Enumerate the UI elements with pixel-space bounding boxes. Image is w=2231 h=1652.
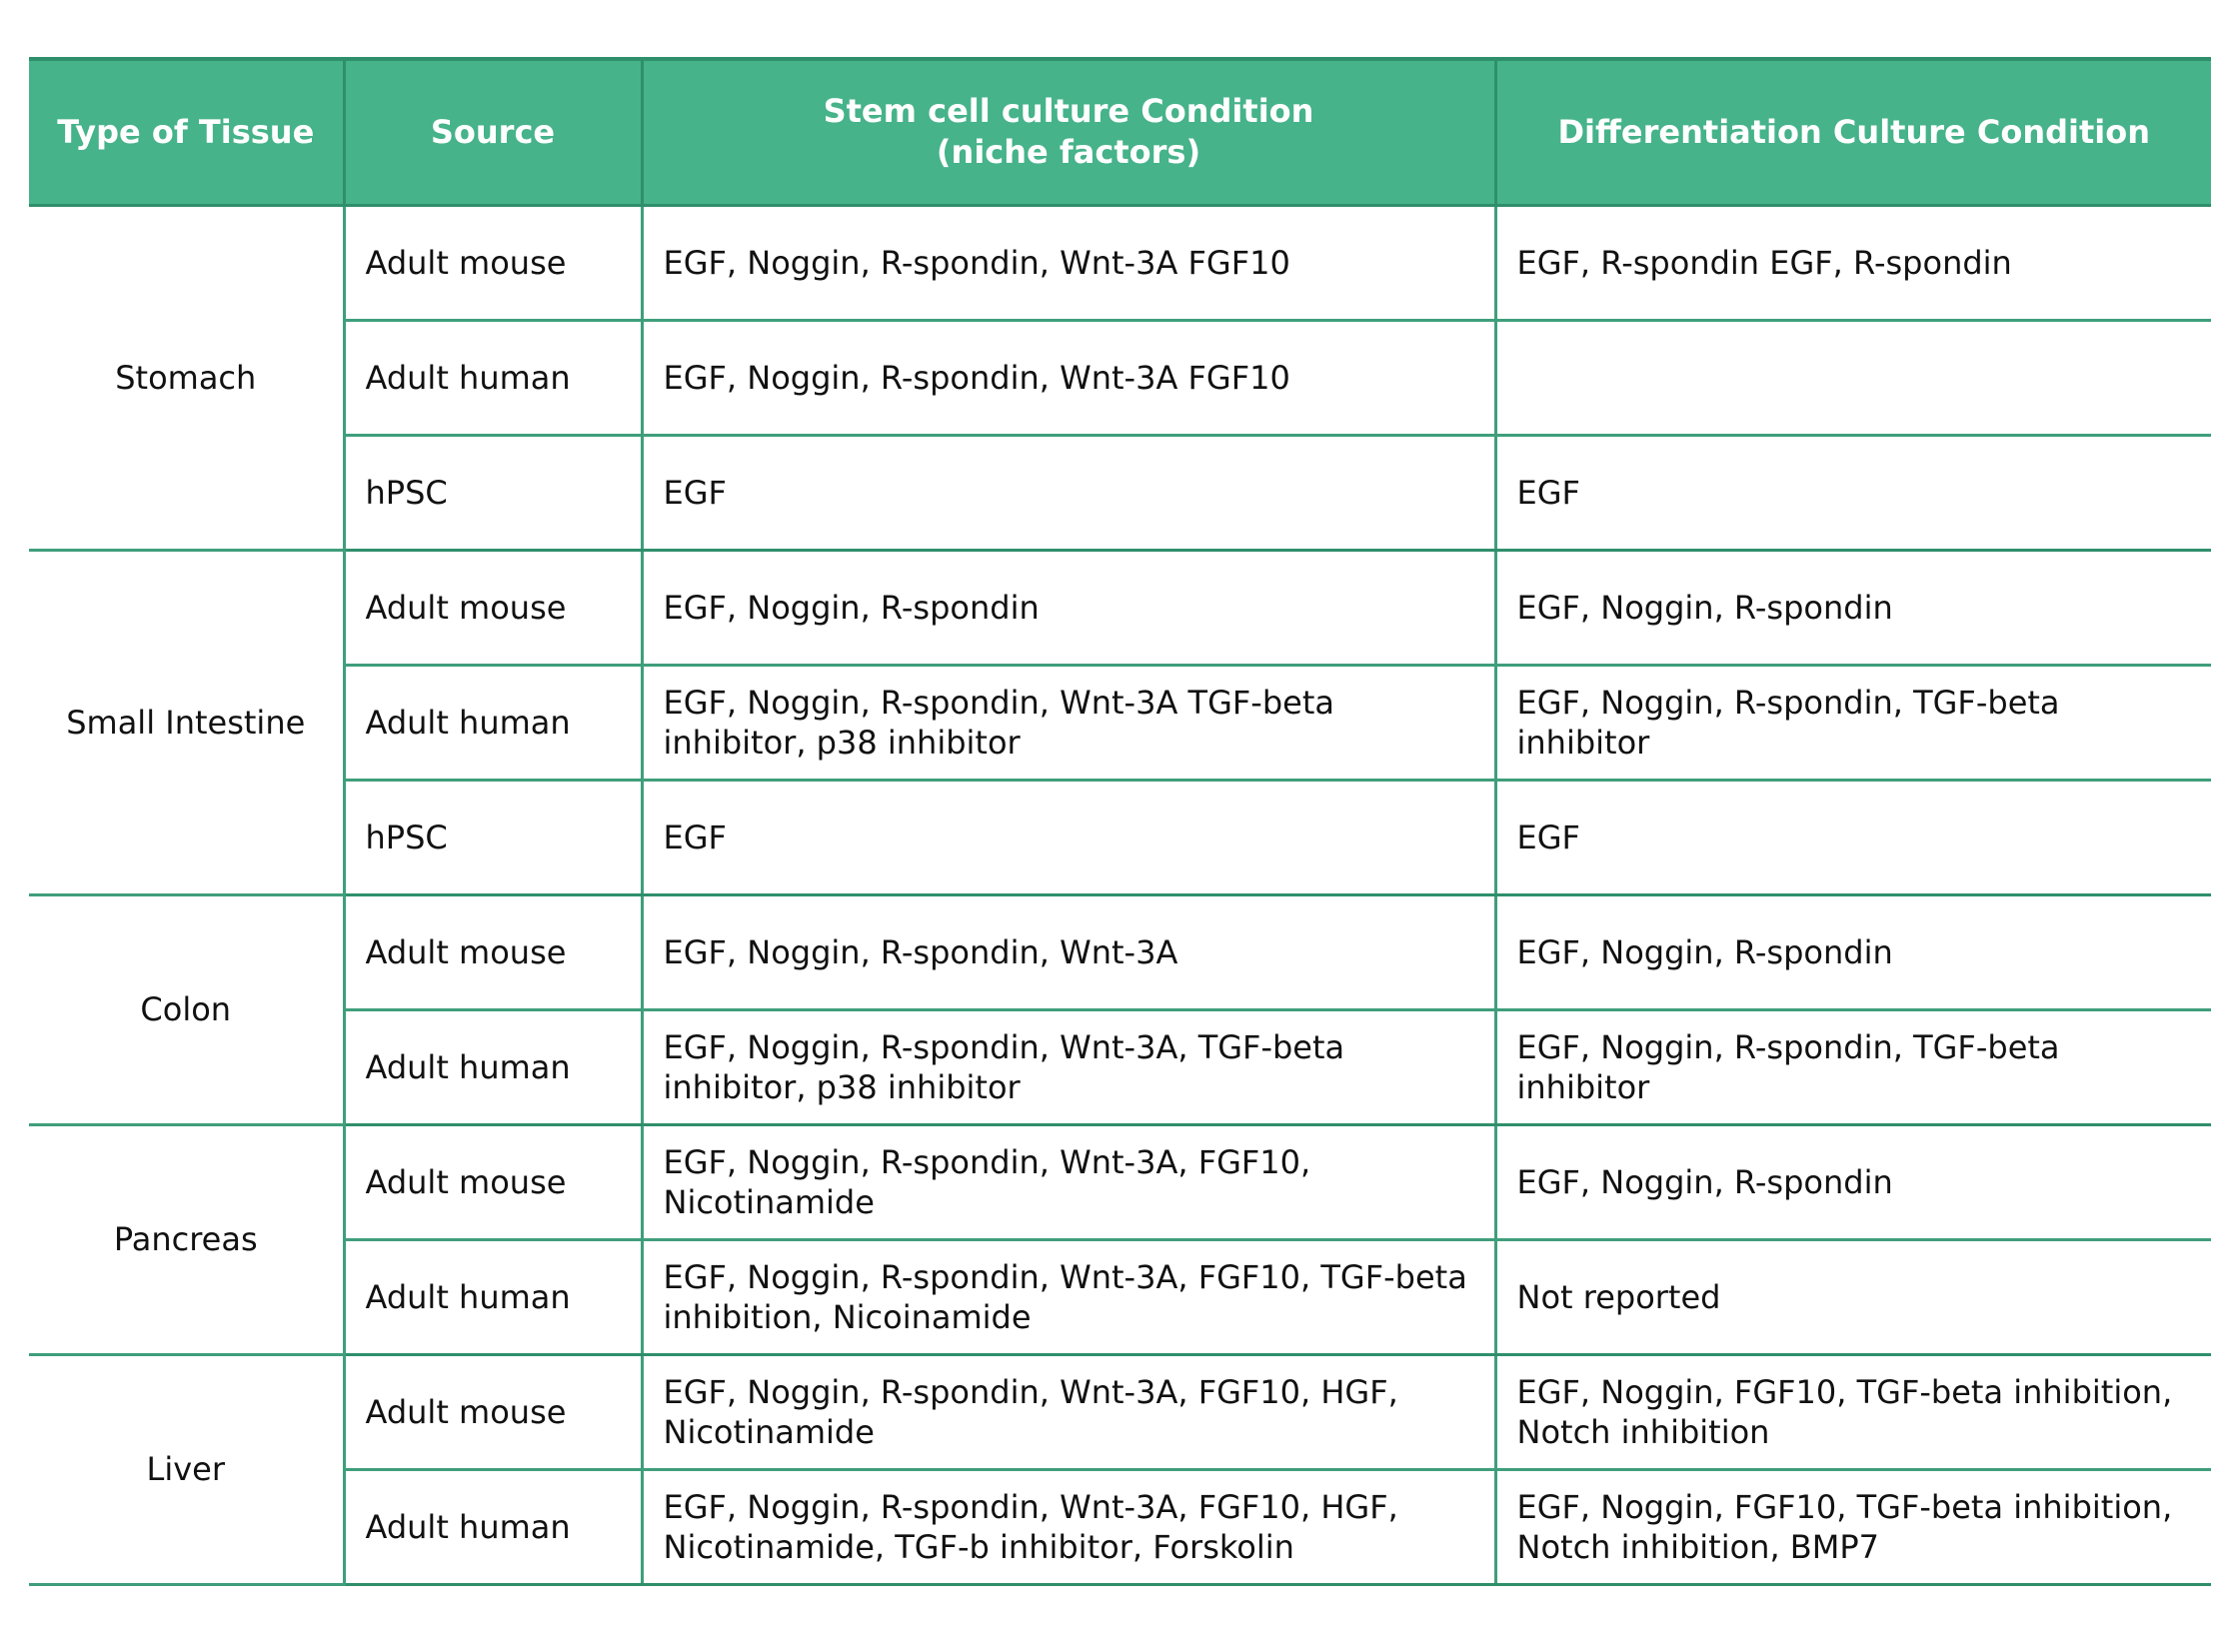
stem-condition-cell: EGF — [642, 435, 1495, 550]
stem-condition-cell: EGF, Noggin, R-spondin, Wnt-3A TGF-beta inhibitor, p38 inhibitor — [642, 665, 1495, 780]
table-row — [29, 1009, 2211, 1124]
stem-condition-cell: EGF, Noggin, R-spondin, Wnt-3A — [642, 894, 1495, 1009]
header-type-of-tissue: Type of Tissue — [29, 59, 344, 205]
differentiation-condition-cell: EGF, R-spondin EGF, R-spondin — [1495, 205, 2211, 320]
stem-condition-cell: EGF, Noggin, R-spondin, Wnt-3A FGF10 — [642, 320, 1495, 435]
differentiation-condition-cell: EGF, Noggin, FGF10, TGF-beta inhibition, Notch inhibition, BMP7 — [1495, 1469, 2211, 1584]
table-row — [29, 780, 2211, 894]
differentiation-condition-cell: EGF, Noggin, R-spondin — [1495, 894, 2211, 1009]
header-stem-cell-culture-condition: Stem cell culture Condition (niche factors) — [642, 59, 1495, 205]
differentiation-condition-cell: EGF, Noggin, R-spondin, TGF-beta inhibitor — [1495, 665, 2211, 780]
table-row — [29, 320, 2211, 435]
source-cell: hPSC — [344, 780, 642, 894]
table-row — [29, 894, 2211, 1009]
table-row — [29, 550, 2211, 665]
differentiation-condition-cell: Not reported — [1495, 1239, 2211, 1354]
table-row — [29, 1469, 2211, 1584]
tissue-cell: Liver — [29, 1354, 344, 1584]
organoid-culture-table-container — [29, 57, 2211, 1586]
differentiation-condition-cell: EGF, Noggin, R-spondin, TGF-beta inhibitor — [1495, 1009, 2211, 1124]
source-cell: Adult mouse — [344, 1124, 642, 1239]
table-row — [29, 205, 2211, 320]
stem-condition-cell: EGF — [642, 780, 1495, 894]
source-cell: Adult human — [344, 1009, 642, 1124]
differentiation-condition-cell: EGF — [1495, 435, 2211, 550]
table-row — [29, 1354, 2211, 1469]
source-cell: Adult human — [344, 1469, 642, 1584]
stem-condition-cell: EGF, Noggin, R-spondin, Wnt-3A, FGF10, TGF-beta inhibition, Nicoinamide — [642, 1239, 1495, 1354]
stem-condition-cell: EGF, Noggin, R-spondin — [642, 550, 1495, 665]
source-cell: Adult mouse — [344, 1354, 642, 1469]
tissue-cell: Stomach — [29, 205, 344, 550]
stem-condition-cell: EGF, Noggin, R-spondin, Wnt-3A, TGF-beta inhibitor, p38 inhibitor — [642, 1009, 1495, 1124]
differentiation-condition-cell — [1495, 320, 2211, 435]
stem-condition-cell: EGF, Noggin, R-spondin, Wnt-3A, FGF10, HGF, Nicotinamide — [642, 1354, 1495, 1469]
header-row — [29, 59, 2211, 205]
source-cell: hPSC — [344, 435, 642, 550]
differentiation-condition-cell: EGF, Noggin, R-spondin — [1495, 550, 2211, 665]
table-header — [29, 59, 2211, 205]
source-cell: Adult mouse — [344, 894, 642, 1009]
stem-condition-cell: EGF, Noggin, R-spondin, Wnt-3A, FGF10, Nicotinamide — [642, 1124, 1495, 1239]
table-row — [29, 1124, 2211, 1239]
stem-condition-cell: EGF, Noggin, R-spondin, Wnt-3A, FGF10, HGF, Nicotinamide, TGF-b inhibitor, Forskolin — [642, 1469, 1495, 1584]
differentiation-condition-cell: EGF, Noggin, R-spondin — [1495, 1124, 2211, 1239]
source-cell: Adult human — [344, 1239, 642, 1354]
tissue-cell: Small Intestine — [29, 550, 344, 894]
table-body — [29, 205, 2211, 1584]
source-cell: Adult human — [344, 665, 642, 780]
stem-condition-cell: EGF, Noggin, R-spondin, Wnt-3A FGF10 — [642, 205, 1495, 320]
header-source: Source — [344, 59, 642, 205]
tissue-cell: Pancreas — [29, 1124, 344, 1354]
differentiation-condition-cell: EGF, Noggin, FGF10, TGF-beta inhibition, Notch inhibition — [1495, 1354, 2211, 1469]
organoid-culture-table — [29, 57, 2211, 1586]
table-row — [29, 435, 2211, 550]
source-cell: Adult mouse — [344, 205, 642, 320]
source-cell: Adult human — [344, 320, 642, 435]
tissue-cell: Colon — [29, 894, 344, 1124]
differentiation-condition-cell: EGF — [1495, 780, 2211, 894]
source-cell: Adult mouse — [344, 550, 642, 665]
table-row — [29, 1239, 2211, 1354]
header-differentiation-culture-condition: Differentiation Culture Condition — [1495, 59, 2211, 205]
table-row — [29, 665, 2211, 780]
